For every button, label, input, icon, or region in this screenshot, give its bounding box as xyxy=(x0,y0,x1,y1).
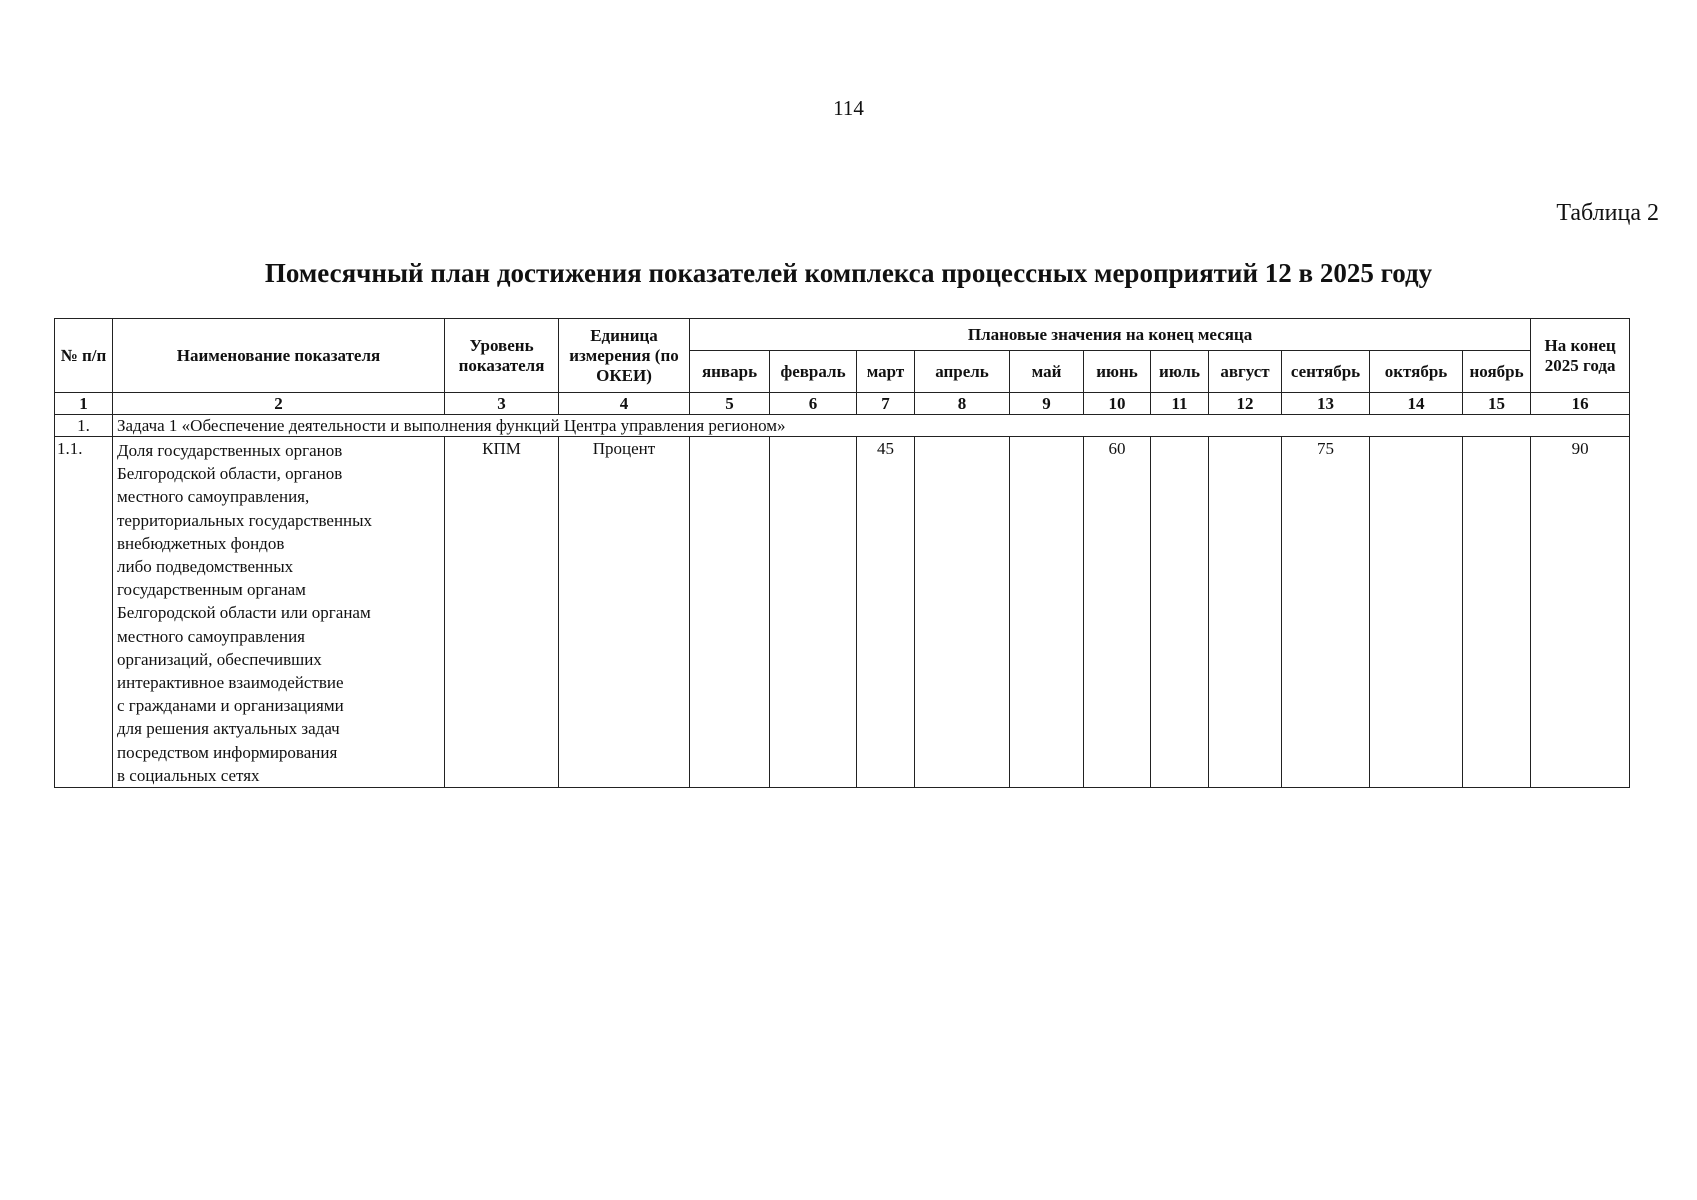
header-month: январь xyxy=(690,351,770,393)
header-month: февраль xyxy=(770,351,857,393)
indicator-level: КПМ xyxy=(445,437,559,788)
indicator-name-line: организаций, обеспечивших xyxy=(117,649,322,669)
indicator-name-line: в социальных сетях xyxy=(117,765,260,785)
header-month: май xyxy=(1010,351,1084,393)
task-index: 1. xyxy=(55,415,113,437)
indicator-name-line: Белгородской области, органов xyxy=(117,464,343,484)
column-number: 7 xyxy=(857,393,915,415)
monthly-value xyxy=(1010,437,1084,788)
indicator-name-line: Доля государственных органов xyxy=(117,441,343,460)
monthly-value xyxy=(1370,437,1463,788)
monthly-value xyxy=(1463,437,1531,788)
header-month: июль xyxy=(1151,351,1209,393)
column-number: 9 xyxy=(1010,393,1084,415)
indicator-name-line: государственным органам xyxy=(117,580,306,600)
column-number: 13 xyxy=(1282,393,1370,415)
indicator-name-line: местного самоуправления, xyxy=(117,487,310,507)
column-number: 6 xyxy=(770,393,857,415)
task-text: Задача 1 «Обеспечение деятельности и выполнения функций Центра управления регионом» xyxy=(113,415,1630,437)
indicator-unit: Процент xyxy=(559,437,690,788)
task-row xyxy=(55,415,1630,437)
header-month: июнь xyxy=(1084,351,1151,393)
header-year-end: На конец 2025 года xyxy=(1531,319,1630,393)
indicator-name-line: интерактивное взаимодействие xyxy=(117,673,344,693)
year-end-value: 90 xyxy=(1531,437,1630,788)
monthly-value xyxy=(770,437,857,788)
header-month: ноябрь xyxy=(1463,351,1531,393)
page-number: 114 xyxy=(833,96,864,120)
column-number: 5 xyxy=(690,393,770,415)
column-number: 16 xyxy=(1531,393,1630,415)
header-month: апрель xyxy=(915,351,1010,393)
column-number: 4 xyxy=(559,393,690,415)
column-number: 15 xyxy=(1463,393,1531,415)
monthly-value: 60 xyxy=(1084,437,1151,788)
indicator-name-line: Белгородской области или органам xyxy=(117,603,371,623)
column-number: 1 xyxy=(55,393,113,415)
monthly-value xyxy=(690,437,770,788)
table-row xyxy=(55,437,1630,788)
indicator-name-line: либо подведомственных xyxy=(117,557,294,577)
indicator-name-line: территориальных государственных xyxy=(117,510,373,530)
monthly-value: 75 xyxy=(1282,437,1370,788)
column-number: 12 xyxy=(1209,393,1282,415)
header-month: сентябрь xyxy=(1282,351,1370,393)
table-label: Таблица 2 xyxy=(1556,200,1659,226)
header-planned-values: Плановые значения на конец месяца xyxy=(690,319,1531,351)
column-number: 8 xyxy=(915,393,1010,415)
header-month: октябрь xyxy=(1370,351,1463,393)
header-month: август xyxy=(1209,351,1282,393)
column-number-row xyxy=(55,393,1630,415)
column-number: 2 xyxy=(113,393,445,415)
indicator-name-line: с гражданами и организациями xyxy=(117,696,344,716)
column-number: 14 xyxy=(1370,393,1463,415)
header-num: № п/п xyxy=(55,319,113,393)
monthly-value xyxy=(1209,437,1282,788)
column-number: 3 xyxy=(445,393,559,415)
header-month: март xyxy=(857,351,915,393)
header-unit: Единица измерения (по ОКЕИ) xyxy=(559,319,690,393)
indicator-name-line: посредством информирования xyxy=(117,742,338,762)
column-number: 11 xyxy=(1151,393,1209,415)
indicator-name-line: внебюджетных фондов xyxy=(117,533,285,553)
indicator-index: 1.1. xyxy=(55,437,113,788)
indicator-name xyxy=(113,437,445,788)
column-number: 10 xyxy=(1084,393,1151,415)
header-indicator-name: Наименование показателя xyxy=(113,319,445,393)
indicator-name-line: местного самоуправления xyxy=(117,626,305,646)
monthly-plan-table xyxy=(54,318,1630,788)
page-title: Помесячный план достижения показателей комплекса процессных мероприятий 12 в 2025 году xyxy=(264,258,1433,288)
header-level: Уровень показателя xyxy=(445,319,559,393)
monthly-value: 45 xyxy=(857,437,915,788)
monthly-value xyxy=(915,437,1010,788)
indicator-name-line: для решения актуальных задач xyxy=(117,719,340,739)
monthly-value xyxy=(1151,437,1209,788)
